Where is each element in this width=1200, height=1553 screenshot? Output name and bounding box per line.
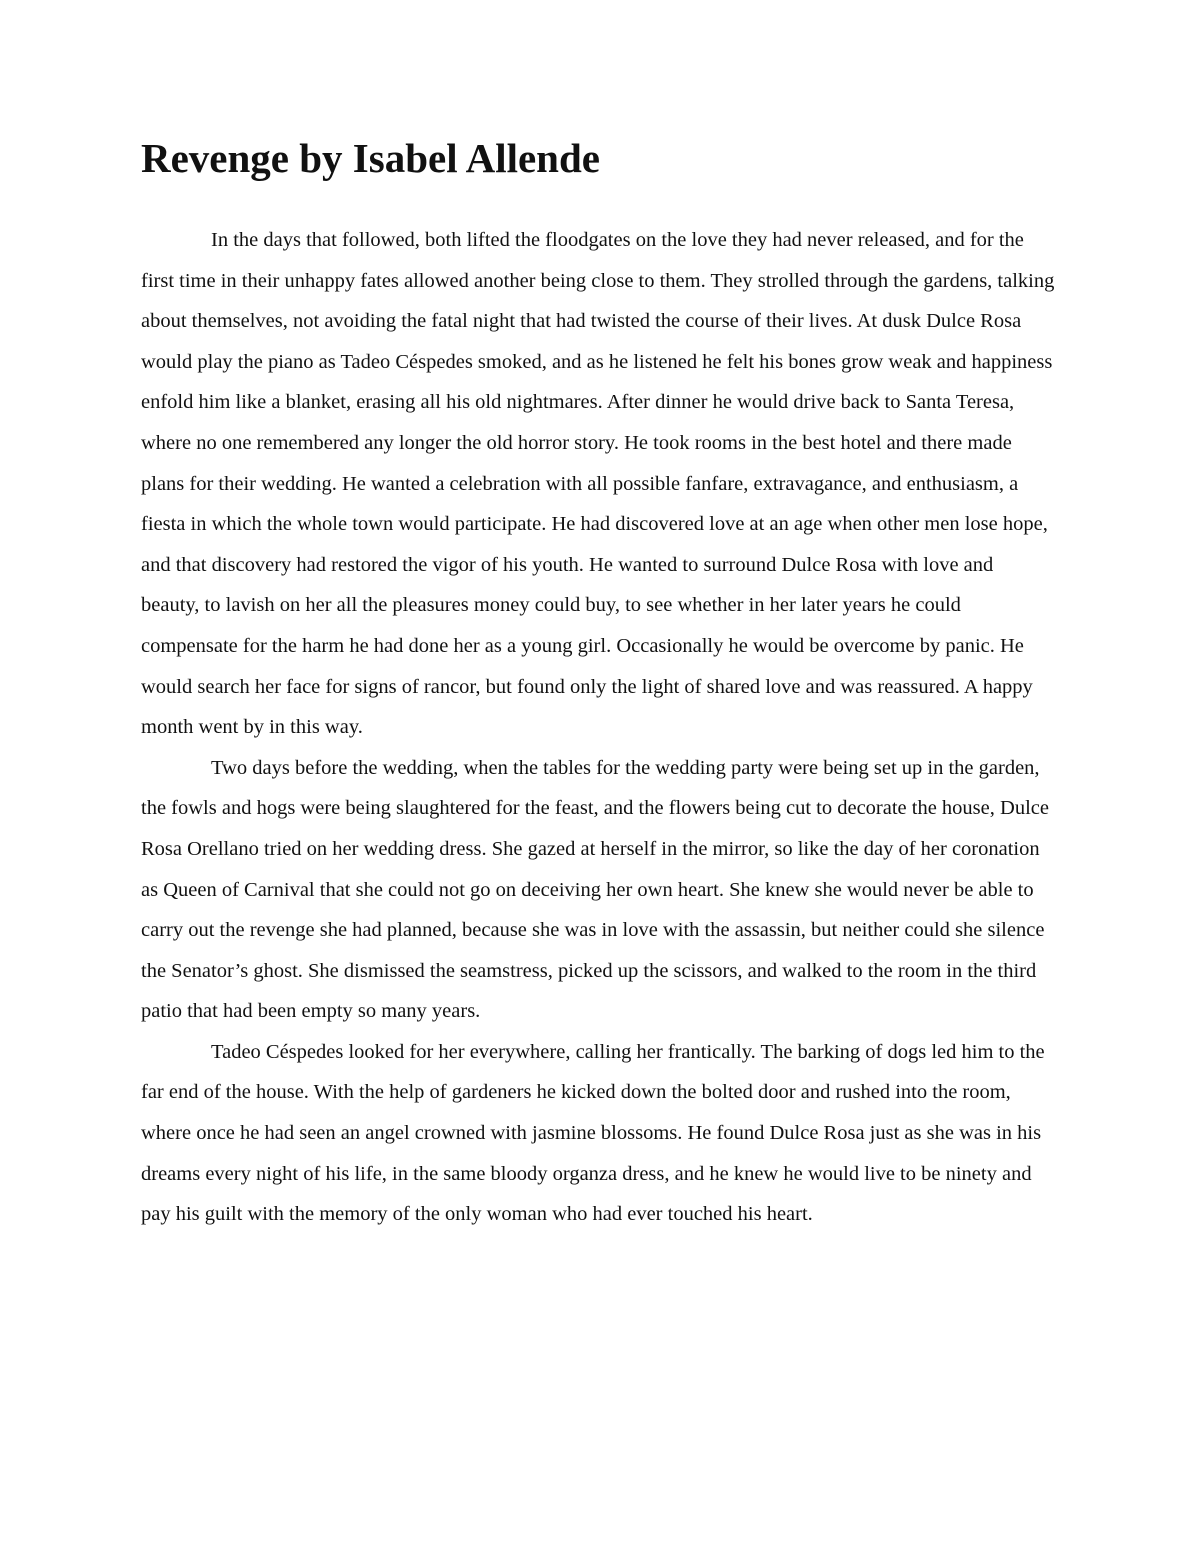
document-body: [141, 135, 1056, 1235]
paragraph-1: In the days that followed, both lifted the floodgates on the love they had never released, and for the first time in their unhappy fates allowed another being close to them. They strolled through the gardens, talking about themselves, not avoiding the fatal night that had twisted the course of their lives. At dusk Dulce Rosa would play the piano as Tadeo Céspedes smoked, and as he listened he felt his bones grow weak and happiness enfold him like a blanket, erasing all his old nightmares. After dinner he would drive back to Santa Teresa, where no one remembered any longer the old horror story. He took rooms in the best hotel and there made plans for their wedding. He wanted a celebration with all possible fanfare, extravagance, and enthusiasm, a fiesta in which the whole town would participate. He had discovered love at an age when other men lose hope, and that discovery had restored the vigor of his youth. He wanted to surround Dulce Rosa with love and beauty, to lavish on her all the pleasures money could buy, to see whether in her later years he could compensate for the harm he had done her as a young girl. Occasionally he would be overcome by panic. He would search her face for signs of rancor, but found only the light of shared love and was reassured. A happy month went by in this way.: [141, 229, 1055, 739]
title-spacer: [141, 176, 1056, 220]
document-title: Revenge by Isabel Allende: [141, 135, 600, 181]
paragraph-2: Two days before the wedding, when the tables for the wedding party were being set up in the garden, the fowls and hogs were being slaughtered for the feast, and the flowers being cut to decorate the house, Dulce Rosa Orellano tried on her wedding dress. She gazed at herself in the mirror, so like the day of her coronation as Queen of Carnival that she could not go on deceiving her own heart. She knew she would never be able to carry out the revenge she had planned, because she was in love with the assassin, but neither could she silence the Senator’s ghost. She dismissed the seamstress, picked up the scissors, and walked to the room in the third patio that had been empty so many years.: [141, 756, 1049, 1023]
paragraph-3: Tadeo Céspedes looked for her everywhere, calling her frantically. The barking of dogs led him to the far end of the house. With the help of gardeners he kicked down the bolted door and rushed into the room, where once he had seen an angel crowned with jasmine blossoms. He found Dulce Rosa just as she was in his dreams every night of his life, in the same bloody organza dress, and he knew he would live to be ninety and pay his guilt with the memory of the only woman who had ever touched his heart.: [141, 1040, 1045, 1226]
